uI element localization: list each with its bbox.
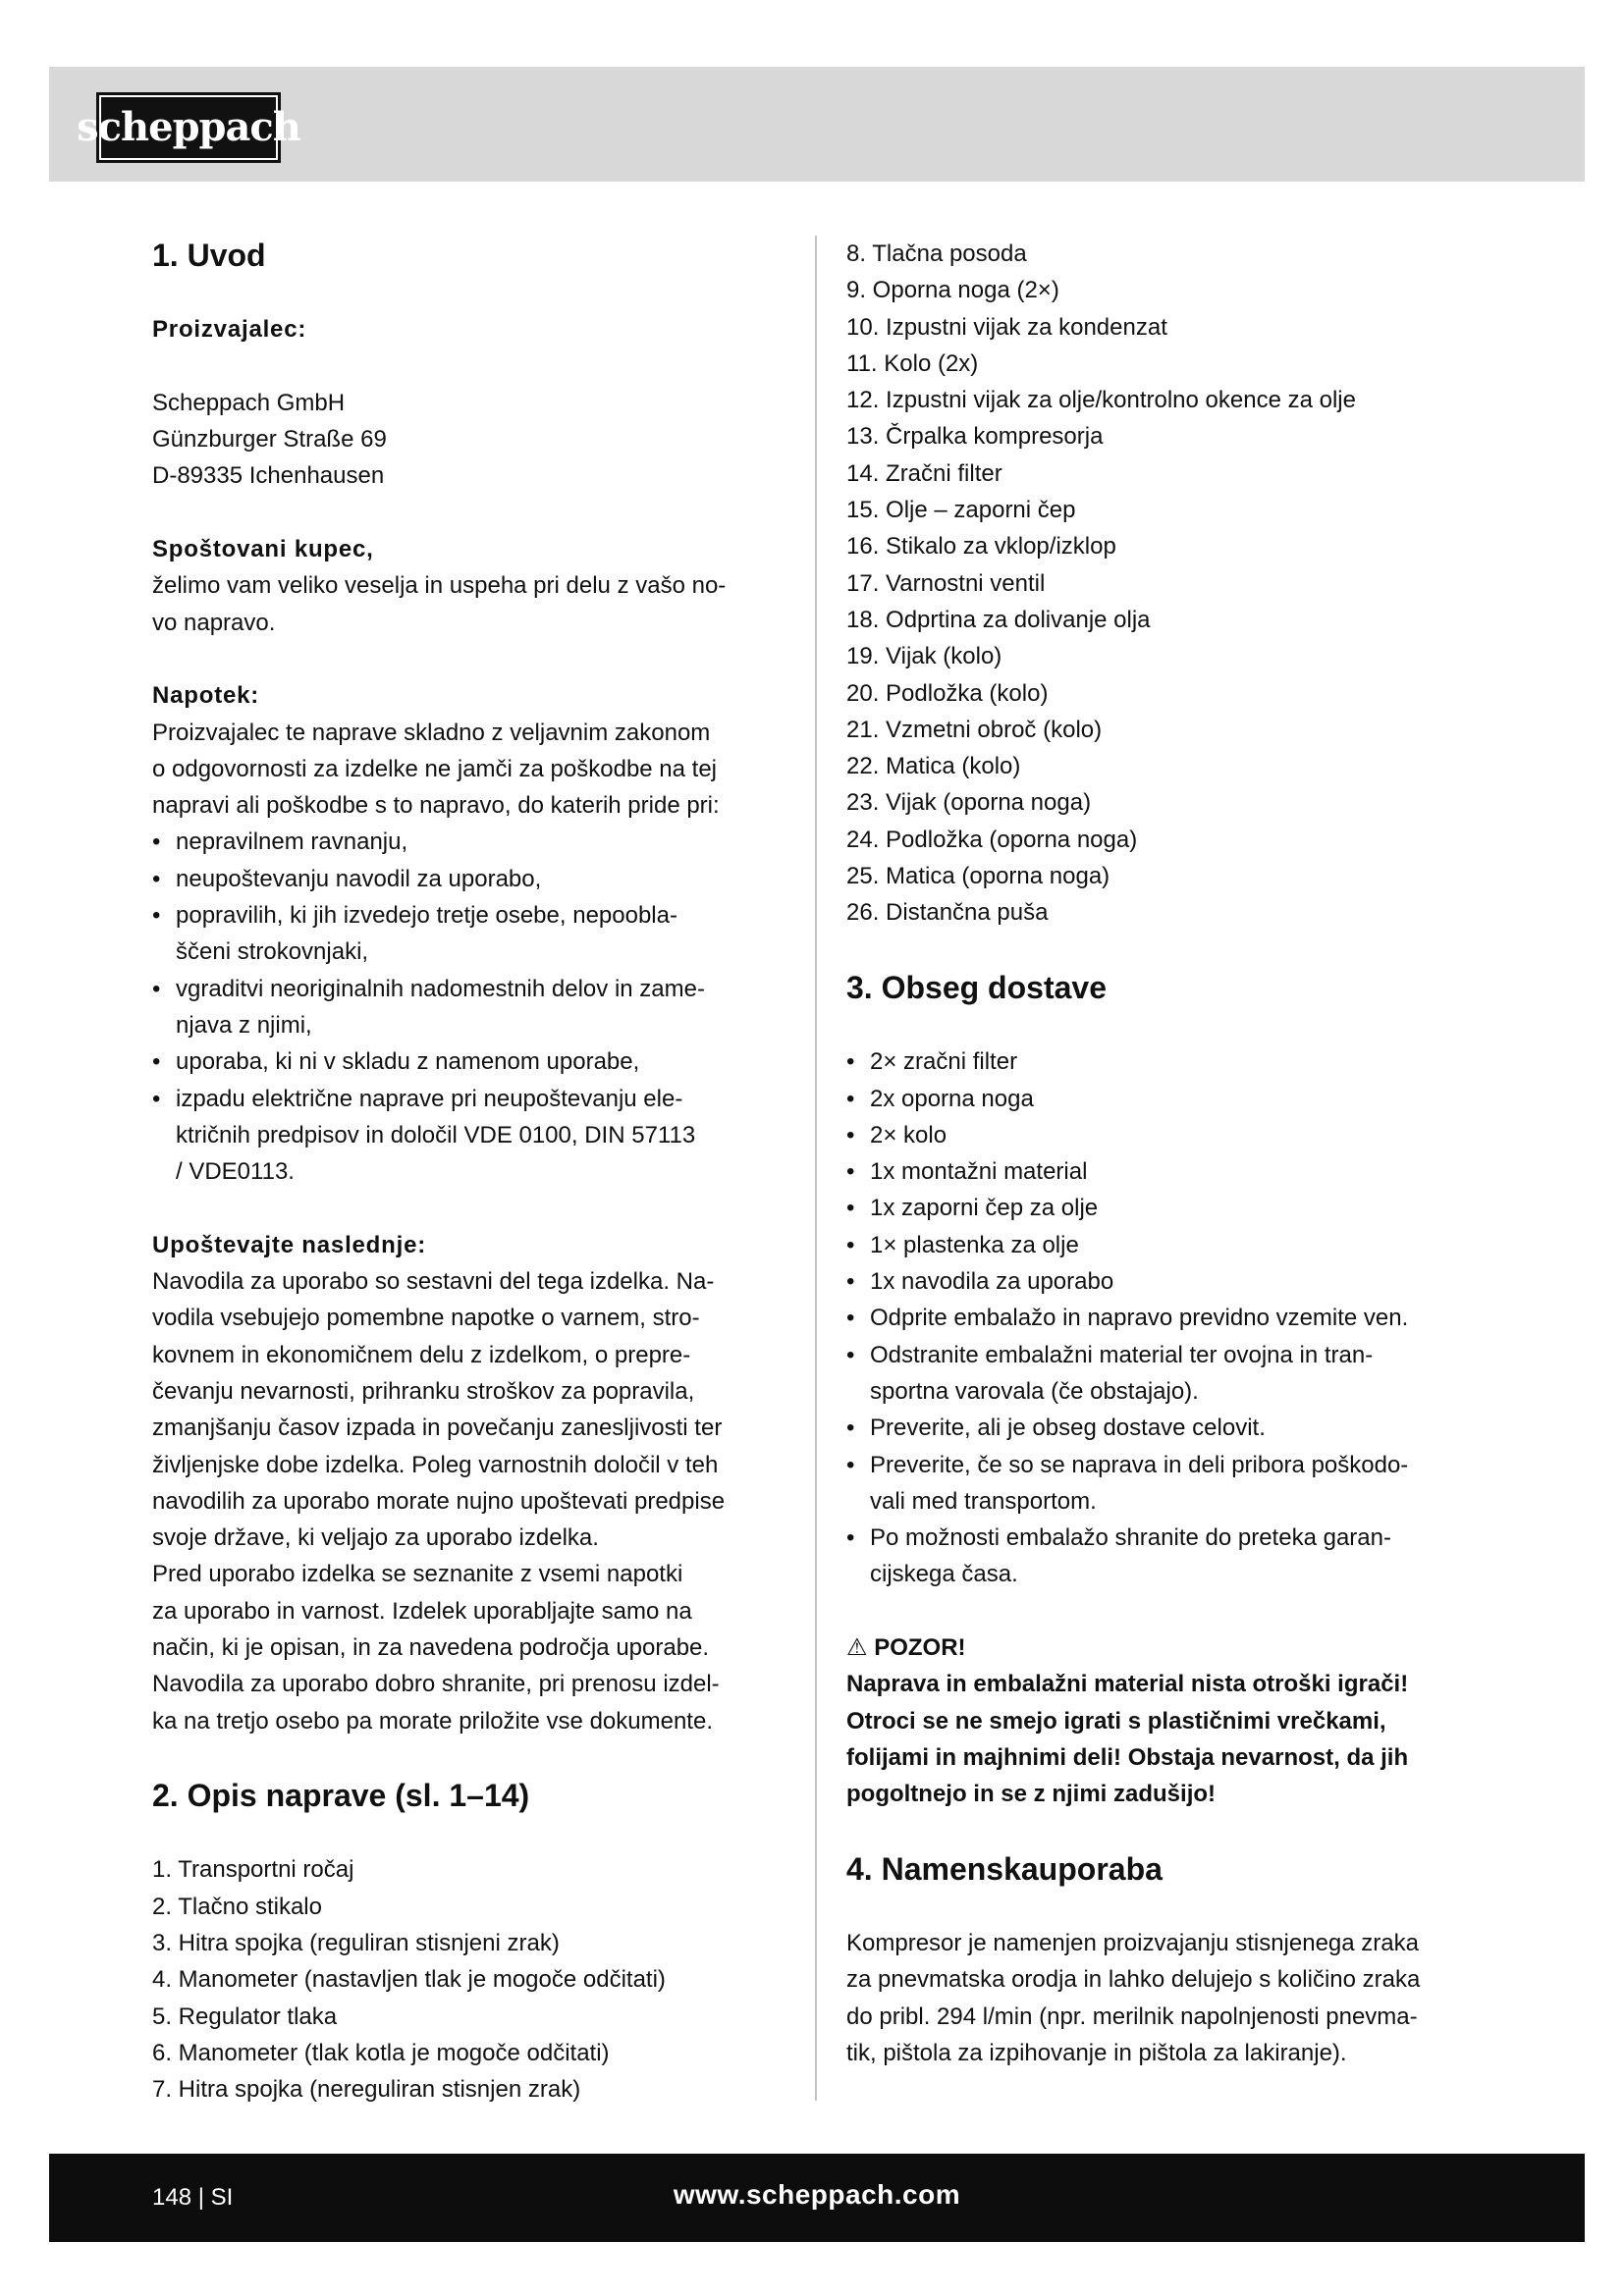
part-item: 15. Olje – zaporni čep (846, 497, 1076, 524)
dear-customer-text: vo napravo. (152, 609, 276, 636)
part-item: 3. Hitra spojka (reguliran stisnjeni zrak) (152, 1930, 560, 1957)
part-item: 4. Manometer (nastavljen tlak je mogoče odčitati) (152, 1966, 666, 1994)
dear-customer-label: Spoštovani kupec, (152, 536, 374, 563)
list-item: • 1x navodila za uporabo (846, 1263, 1485, 1300)
footer-bar (49, 2154, 1585, 2242)
list-item: • 2× kolo (846, 1117, 1485, 1153)
part-item: 2. Tlačno stikalo (152, 1893, 322, 1920)
list-item: • uporaba, ki ni v skladu z namenom uporabe, (152, 1043, 790, 1080)
website-link[interactable]: www.scheppach.com (673, 2179, 961, 2210)
observe-paragraph (152, 1263, 790, 1739)
observe-line: zmanjšanju časov izpada in povečanju zanesljivosti ter (152, 1415, 723, 1442)
intended-use-line: Kompresor je namenjen proizvajanju stisnjenega zraka (846, 1930, 1419, 1957)
observe-line: za uporabo in varnost. Izdelek uporabljajte samo na (152, 1597, 692, 1625)
observe-line: ka na tretjo osebo pa morate priložite vse dokumente. (152, 1707, 713, 1735)
part-item: 11. Kolo (2x) (846, 349, 979, 377)
warning-text (846, 1666, 1485, 1812)
warning-triangle-icon: ⚠ (846, 1633, 868, 1661)
observe-line: svoje države, ki veljajo za uporabo izdelka. (152, 1524, 599, 1552)
section-4-heading: 4. Namenskauporaba (846, 1850, 1163, 1887)
list-item: • 1x zaporni čep za olje (846, 1190, 1485, 1226)
observe-line: čevanju nevarnosti, prihranku stroškov za popravila, (152, 1377, 695, 1405)
manufacturer-label: Proizvajalec: (152, 316, 307, 344)
manufacturer-address (152, 385, 790, 495)
part-item: 9. Oporna noga (2×) (846, 277, 1059, 304)
address-line: D-89335 Ichenhausen (152, 462, 385, 490)
part-item: 25. Matica (oporna noga) (846, 863, 1110, 890)
section-2-heading: 2. Opis naprave (sl. 1–14) (152, 1778, 530, 1814)
observe-line: življenjske dobe izdelka. Poleg varnostnih določil v teh (152, 1451, 719, 1478)
observe-line: način, ki je opisan, in za navedena področja uporabe. (152, 1633, 710, 1661)
list-item: • popravilih, ki jih izvedejo tretje osebe, nepoobla- ščeni strokovnjaki, (152, 897, 790, 971)
warning-label: POZOR! (874, 1633, 966, 1661)
observe-line: navodilih za uporabo morate nujno upoštevati predpise (152, 1487, 726, 1515)
warning-line: Otroci se ne smejo igrati s plastičnimi vrečkami, (846, 1707, 1386, 1735)
part-item: 26. Distančna puša (846, 899, 1049, 927)
list-item: • 1x montažni material (846, 1153, 1485, 1190)
list-item: • Odprite embalažo in napravo previdno vzemite ven. (846, 1300, 1485, 1336)
warning-line: pogoltnejo in se z njimi zadušijo! (846, 1781, 1217, 1808)
part-item: 10. Izpustni vijak za kondenzat (846, 313, 1167, 341)
dear-customer-text: želimo vam veliko veselja in uspeha pri delu z vašo no- (152, 572, 727, 600)
scheppach-logo: scheppach (96, 92, 281, 163)
part-item: 21. Vzmetni obroč (kolo) (846, 716, 1103, 743)
part-item: 17. Varnostni ventil (846, 569, 1046, 597)
part-item: 13. Črpalka kompresorja (846, 423, 1104, 451)
part-item: 24. Podložka (oporna noga) (846, 826, 1138, 853)
page-number: 148 | SI (152, 2184, 234, 2211)
warning-heading (846, 1629, 1485, 1666)
liability-exclusion-list (152, 824, 790, 1190)
note-text: o odgovornosti za izdelke ne jamči za poškodbe na tej (152, 755, 718, 782)
list-item: • Odstranite embalažni material ter ovojna in tran- sportna varovala (če obstajajo). (846, 1337, 1485, 1411)
part-item: 1. Transportni ročaj (152, 1856, 354, 1884)
list-item: • vgraditvi neoriginalnih nadomestnih delov in zame- njava z njimi, (152, 971, 790, 1044)
part-item: 12. Izpustni vijak za olje/kontrolno okence za olje (846, 387, 1356, 414)
delivery-scope-list (846, 1043, 1485, 1592)
observe-line: kovnem in ekonomičnem delu z izdelkom, o prepre- (152, 1341, 691, 1368)
list-item: • Po možnosti embalažo shranite do preteka garan- cijskega časa. (846, 1520, 1485, 1593)
observe-line: Navodila za uporabo dobro shranite, pri prenosu izdel- (152, 1671, 720, 1698)
parts-list-left (152, 1851, 790, 2108)
observe-line: vodila vsebujejo pomembne napotke o varnem, stro- (152, 1305, 700, 1332)
intended-use-paragraph (846, 1925, 1485, 2071)
part-item: 20. Podložka (kolo) (846, 679, 1049, 707)
warning-line: Naprava in embalažni material nista otroški igrači! (846, 1671, 1409, 1698)
part-item: 19. Vijak (kolo) (846, 643, 1002, 670)
section-3-heading: 3. Obseg dostave (846, 969, 1107, 1005)
header-band (49, 67, 1585, 182)
intended-use-line: do pribl. 294 l/min (npr. merilnik napolnjenosti pnevma- (846, 2002, 1418, 2030)
list-item: • Preverite, če so se naprava in deli pribora poškodo- vali med transportom. (846, 1447, 1485, 1521)
part-item: 16. Stikalo za vklop/izklop (846, 533, 1116, 561)
part-item: 22. Matica (kolo) (846, 753, 1021, 780)
part-item: 6. Manometer (tlak kotla je mogoče odčitati) (152, 2039, 610, 2066)
list-item: • izpadu električne naprave pri neupoštevanju ele- ktričnih predpisov in določil VDE 0100, DIN 57113 / VDE0113. (152, 1081, 790, 1191)
address-line: Scheppach GmbH (152, 389, 346, 416)
note-label: Napotek: (152, 682, 260, 710)
list-item: • nepravilnem ravnanju, (152, 824, 790, 860)
section-1-heading: 1. Uvod (152, 238, 266, 273)
list-item: • 2× zračni filter (846, 1043, 1485, 1080)
part-item: 8. Tlačna posoda (846, 240, 1027, 267)
right-column (846, 236, 1485, 2071)
list-item: • 2x oporna noga (846, 1081, 1485, 1117)
part-item: 7. Hitra spojka (nereguliran stisnjen zrak) (152, 2076, 581, 2104)
observe-line: Pred uporabo izdelka se seznanite z vsemi napotki (152, 1561, 683, 1588)
list-item: • 1× plastenka za olje (846, 1227, 1485, 1263)
warning-line: folijami in majhnimi deli! Obstaja nevarnost, da jih (846, 1743, 1409, 1771)
observe-line: Navodila za uporabo so sestavni del tega izdelka. Na- (152, 1268, 715, 1296)
left-column (152, 236, 790, 2109)
note-text: napravi ali poškodbe s to napravo, do katerih pride pri: (152, 792, 720, 820)
column-divider (815, 236, 817, 2101)
list-item: • neupoštevanju navodil za uporabo, (152, 861, 790, 897)
observe-label: Upoštevajte naslednje: (152, 1231, 427, 1258)
part-item: 5. Regulator tlaka (152, 2002, 338, 2030)
address-line: Günzburger Straße 69 (152, 426, 387, 454)
part-item: 18. Odprtina za dolivanje olja (846, 606, 1151, 633)
part-item: 23. Vijak (oporna noga) (846, 789, 1092, 817)
parts-list-right (846, 236, 1485, 932)
note-text: Proizvajalec te naprave skladno z veljavnim zakonom (152, 719, 711, 746)
list-item: • Preverite, ali je obseg dostave celovit. (846, 1410, 1485, 1446)
intended-use-line: tik, pištola za izpihovanje in pištola za lakiranje). (846, 2039, 1347, 2066)
intended-use-line: za pnevmatska orodja in lahko delujejo s količino zraka (846, 1966, 1421, 1994)
part-item: 14. Zračni filter (846, 459, 1002, 487)
